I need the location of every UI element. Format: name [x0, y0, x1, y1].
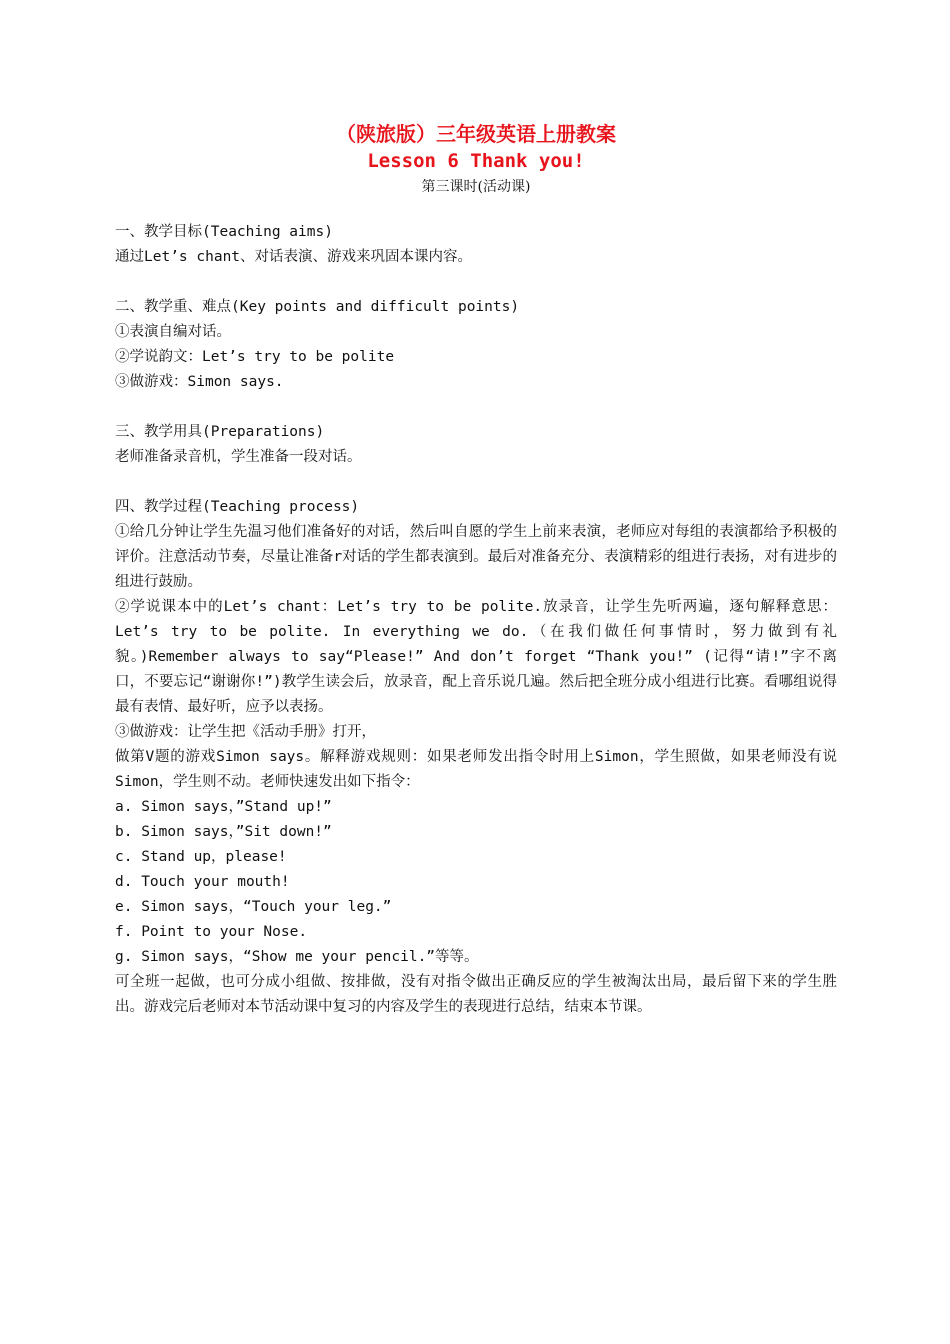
section-preparations — [115, 420, 837, 470]
process-paragraph: ③做游戏：让学生把《活动手册》打开， — [115, 724, 376, 740]
command-item: a. Simon says，”Stand up!” — [115, 799, 332, 815]
process-paragraph: ①给几分钟让学生先温习他们准备好的对话，然后叫自愿的学生上前来表演，老师应对每组的表演都给予积极的评价。注意活动节奏，尽量让准备r对话的学生都表演到。最后对准备充分、表演精彩的组进行表扬，对有进步的组进行鼓励。 — [115, 524, 837, 590]
section-line: ②学说韵文：Let’s try to be polite — [115, 349, 395, 365]
command-item: g. Simon says，“Show me your pencil.”等等。 — [115, 949, 479, 965]
section-heading: 四、教学过程(Teaching process) — [115, 499, 360, 515]
command-item: b. Simon says，”Sit down!” — [115, 824, 332, 840]
process-paragraph: 做第V题的游戏Simon says。解释游戏规则：如果老师发出指令时用上Simon，学生照做，如果老师没有说Simon，学生则不动。老师快速发出如下指令： — [115, 749, 837, 790]
document-page — [115, 120, 837, 1045]
command-item: f. Point to your Nose. — [115, 924, 308, 940]
section-teaching-aims — [115, 220, 837, 270]
process-paragraph: ②学说课本中的Let’s chant：Let’s try to be polite.放录音，让学生先听两遍，逐句解释意思：Let’s try to be polite. In everything we do.（在我们做任何事情时，努力做到有礼貌。)Remember always to say“Please!” And don’t forget “Thank you!” (记得“请!”字不离口，不要忘记“谢谢你!”)教学生读会后，放录音，配上音乐说几遍。然后把全班分成小组进行比赛。看哪组说得最有表情、最好听，应予以表扬。 — [115, 599, 837, 715]
document-title: （陕旅版）三年级英语上册教案 — [336, 122, 616, 146]
section-heading: 二、教学重、难点(Key points and difficult points) — [115, 299, 520, 315]
command-item: e. Simon says，“Touch your leg.” — [115, 899, 392, 915]
process-paragraph: 可全班一起做，也可分成小组做、按排做，没有对指令做出正确反应的学生被淘汰出局，最后留下来的学生胜出。游戏完后老师对本节活动课中复习的内容及学生的表现进行总结，结束本节课。 — [115, 974, 837, 1015]
section-key-points — [115, 295, 837, 395]
lesson-subtitle: 第三课时(活动课) — [421, 179, 531, 195]
section-line: ③做游戏：Simon says. — [115, 374, 284, 390]
lesson-title: Lesson 6 Thank you! — [367, 150, 585, 172]
section-line: 通过Let’s chant、对话表演、游戏来巩固本课内容。 — [115, 249, 473, 265]
section-heading: 三、教学用具(Preparations) — [115, 424, 325, 440]
command-item: c. Stand up，please! — [115, 849, 287, 865]
section-line: 老师准备录音机，学生准备一段对话。 — [115, 449, 362, 465]
section-teaching-process — [115, 495, 837, 1020]
section-heading: 一、教学目标(Teaching aims) — [115, 224, 333, 240]
command-item: d. Touch your mouth! — [115, 874, 290, 890]
section-line: ①表演自编对话。 — [115, 324, 231, 340]
